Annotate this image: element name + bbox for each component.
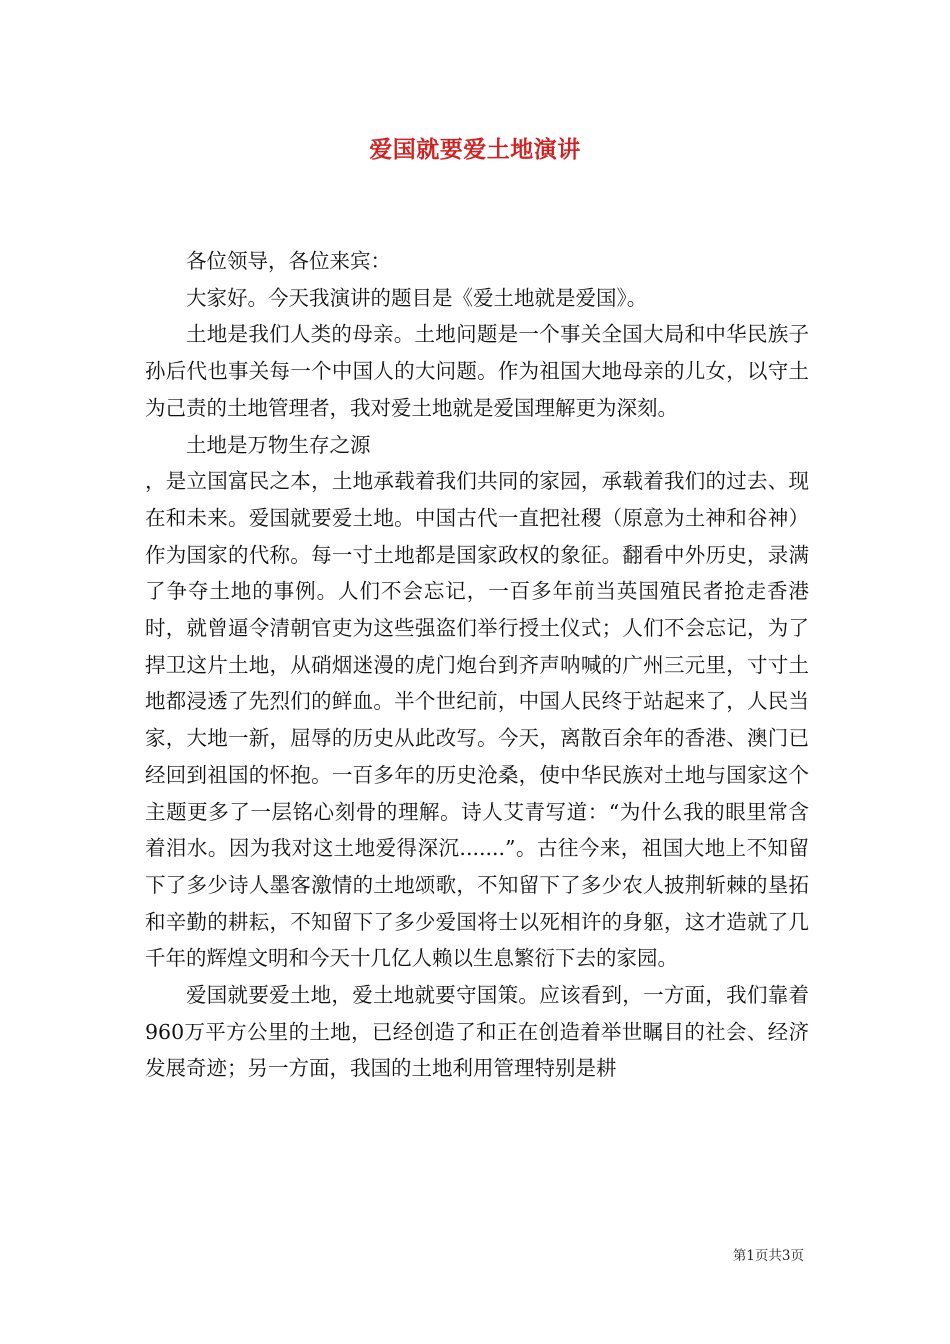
paragraph-intro: 大家好。今天我演讲的题目是《爱土地就是爱国》。	[186, 285, 648, 310]
paragraph-greeting: 各位领导，各位来宾：	[186, 249, 391, 273]
paragraph-land-source: 土地是万物生存之源	[186, 432, 371, 457]
document-body	[145, 243, 809, 1087]
document-title: 爱国就要爱土地演讲	[369, 136, 581, 163]
paragraph-history: ，是立国富民之本，土地承载着我们共同的家园，承载着我们的过去、现在和未来。爱国就要爱土地。中国古代一直把社稷（原意为土神和谷神）作为国家的代称。每一寸土地都是国家政权的象征。翻看中外历史，录满了争夺土地的事例。人们不会忘记，一百多年前当英国殖民者抢走香港时，就曾逼令清朝官吏为这些强盗们举行授土仪式；人们不会忘记，为了捍卫这片土地，从硝烟迷漫的虎门炮台到齐声呐喊的广州三元里，寸寸土地都浸透了先烈们的鲜血。半个世纪前，中国人民终于站起来了，人民当家，大地一新，屈辱的历史从此改写。今天，离散百余年的香港、澳门已经回到祖国的怀抱。一百多年的历史沧桑，使中华民族对土地与国家这个主题更多了一层铭心刻骨的理解。诗人艾青写道：“为什么我的眼里常含着泪水。因为我对这土地爱得深沉.......”。古往今来，祖国大地上不知留下了多少诗人墨客激情的土地颂歌，不知留下了多少农人披荆斩棘的垦拓和辛勤的耕耘，不知留下了多少爱国将士以死相许的身躯，这才造就了几千年的辉煌文明和今天十几亿人赖以生息繁衍下去的家园。	[145, 469, 809, 971]
paragraph-land-mother: 土地是我们人类的母亲。土地问题是一个事关全国大局和中华民族子孙后代也事关每一个中国人的大问题。作为祖国大地母亲的儿女，以守土为己责的土地管理者，我对爱土地就是爱国理解更为深刻。	[145, 322, 809, 420]
paragraph-national-policy: 爱国就要爱土地，爱土地就要守国策。应该看到，一方面，我们靠着960万平方公里的土地，已经创造了和正在创造着举世瞩目的社会、经济发展奇迹；另一方面，我国的土地利用管理特别是耕	[145, 983, 809, 1081]
page-number-footer: 第1页共3页	[732, 1248, 804, 1264]
